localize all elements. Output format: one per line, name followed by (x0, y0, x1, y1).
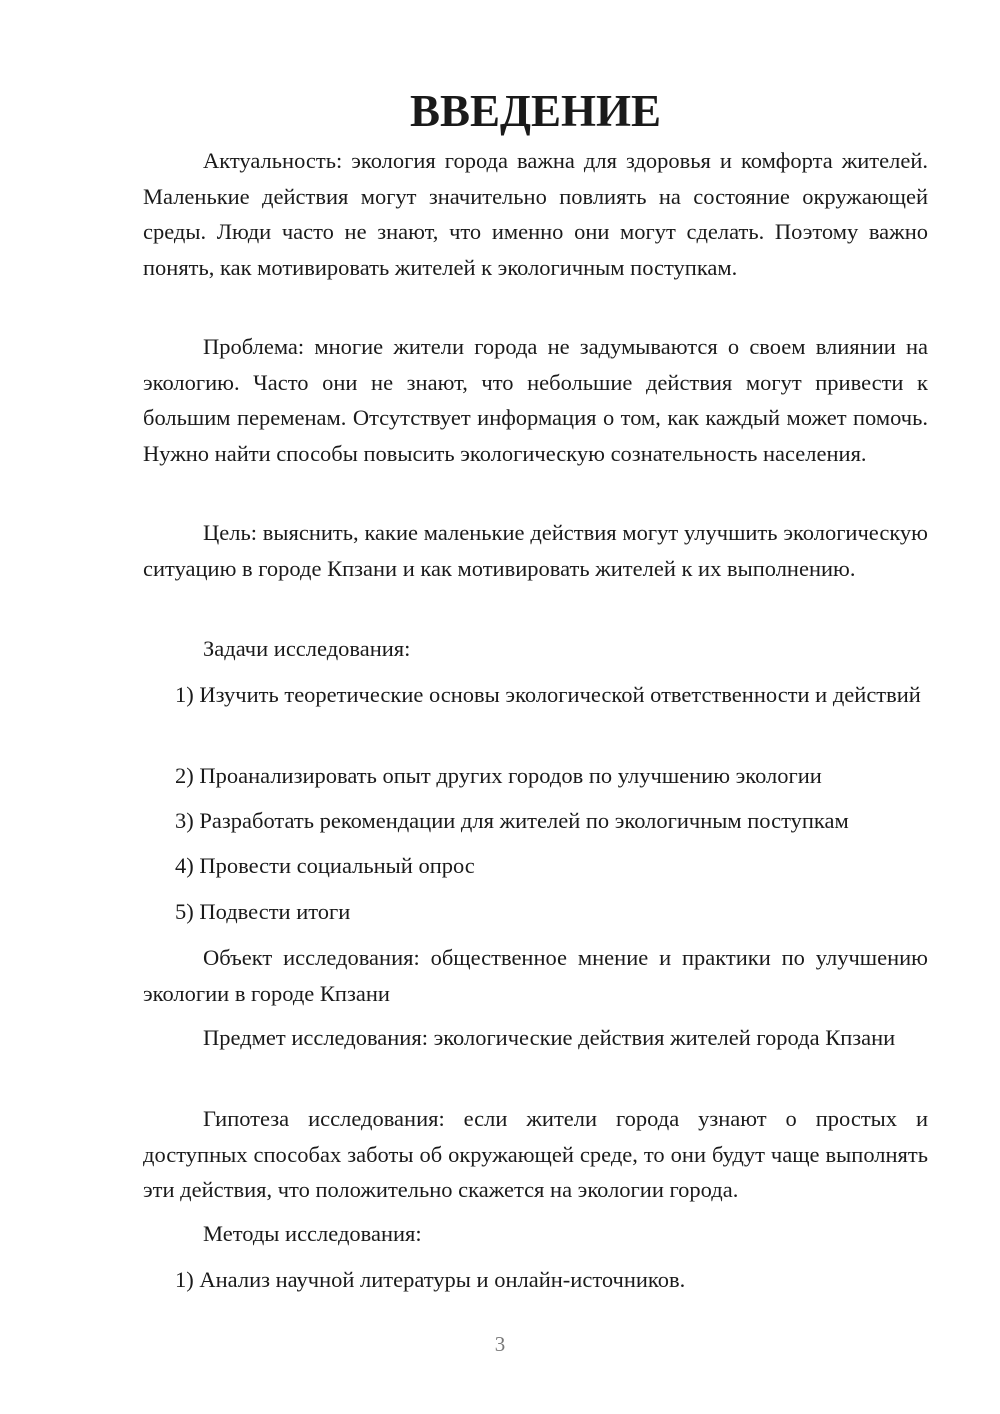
hypothesis-paragraph: Гипотеза исследования: если жители города узнают о простых и доступных способах заботы об окружающей среде, то они будут чаще выполнять эти действия, что положительно скажется на экологии города. (143, 1106, 928, 1202)
method-item-1: 1) Анализ научной литературы и онлайн-источников. (175, 1267, 686, 1292)
goal-paragraph: Цель: выяснить, какие маленькие действия могут улучшить экологическую ситуацию в городе Кпзани и как мотивировать жителей к их выполнению. (143, 520, 928, 581)
problem-paragraph: Проблема: многие жители города не задумываются о своем влиянии на экологию. Часто они не знают, что небольшие действия могут привести к большим переменам. Отсутствует информация о том, как каждый может помочь. Нужно найти способы повысить экологическую сознательность населения. (143, 334, 928, 466)
relevance-paragraph: Актуальность: экология города важна для здоровья и комфорта жителей. Маленькие действия могут значительно повлиять на состояние окружающей среды. Люди часто не знают, что именно они могут сделать. Поэтому важно понять, как мотивировать жителей к экологичным поступкам. (143, 148, 928, 280)
task-item-2: 2) Проанализировать опыт других городов по улучшению экологии (175, 763, 822, 788)
task-item-1: 1) Изучить теоретические основы экологической ответственности и действий (175, 682, 921, 707)
page-number: 3 (494, 1332, 506, 1356)
task-item-5: 5) Подвести итоги (175, 899, 351, 924)
methods-heading: Методы исследования: (203, 1221, 422, 1246)
subject-paragraph: Предмет исследования: экологические действия жителей города Кпзани (203, 1025, 896, 1050)
task-item-3: 3) Разработать рекомендации для жителей по экологичным поступкам (175, 808, 849, 833)
section-title: ВВЕДЕНИЕ (409, 86, 662, 136)
object-paragraph: Объект исследования: общественное мнение и практики по улучшению экологии в городе Кпзани (143, 945, 928, 1006)
task-item-4: 4) Провести социальный опрос (175, 853, 475, 878)
tasks-heading: Задачи исследования: (203, 636, 411, 661)
